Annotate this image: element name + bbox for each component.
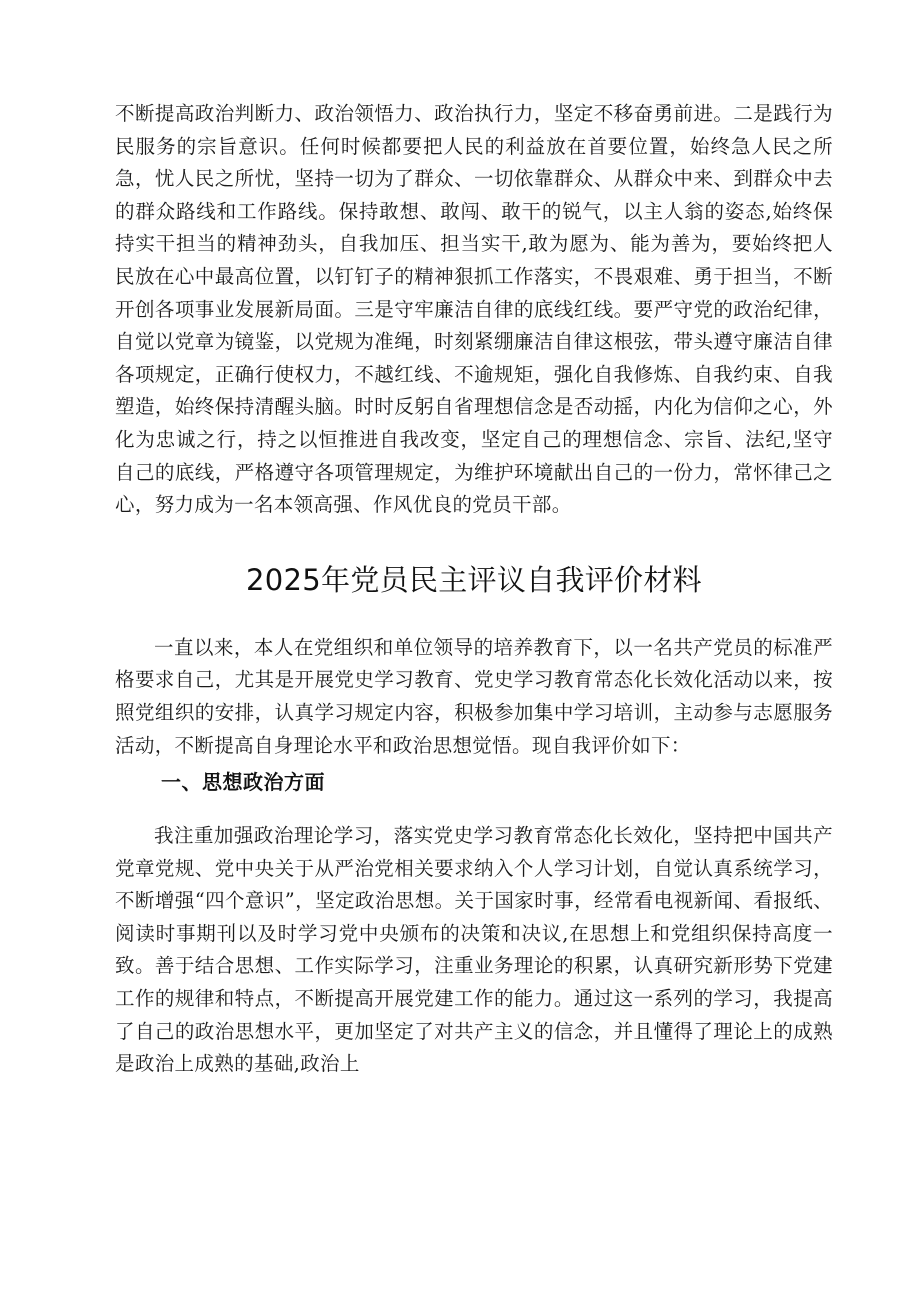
document-page: [115, 98, 833, 1081]
continuation-paragraph: 不断提高政治判断力、政治领悟力、政治执行力，坚定不移奋勇前进。二是践行为民服务的宗旨意识。任何时候都要把人民的利益放在首要位置，始终急人民之所急，忧人民之所忧，坚持一切为了群众、一切依靠群众、从群众中来、到群众中去的群众路线和工作路线。保持敢想、敢闯、敢干的锐气，以主人翁的姿态,始终保持实干担当的精神劲头，自我加压、担当实干,敢为愿为、能为善为，要始终把人民放在心中最高位置，以钉钉子的精神狠抓工作落实，不畏艰难、勇于担当，不断开创各项事业发展新局面。三是守牢廉洁自律的底线红线。要严守党的政治纪律，自觉以党章为镜鉴，以党规为准绳，时刻紧绷廉洁自律这根弦，带头遵守廉洁自律各项规定，正确行使权力，不越红线、不逾规矩，强化自我修炼、自我约束、自我塑造，始终保持清醒头脑。时时反躬自省理想信念是否动摇，内化为信仰之心，外化为忠诚之行，持之以恒推进自我改变，坚定自己的理想信念、宗旨、法纪,坚守自己的底线，严格遵守各项管理规定，为维护环境献出自己的一份力，常怀律己之心，努力成为一名本领高强、作风优良的党员干部。: [115, 102, 833, 517]
section-paragraph-ideology: 我注重加强政治理论学习，落实党史学习教育常态化长效化，坚持把中国共产党章党规、党中央关于从严治党相关要求纳入个人学习计划，自觉认真系统学习，不断增强“四个意识”，坚定政治思想。关于国家时事，经常看电视新闻、看报纸、阅读时事期刊以及时学习党中央颁布的决策和决议,在思想上和党组织保持高度一致。善于结合思想、工作实际学习，注重业务理论的积累，认真研究新形势下党建工作的规律和特点，不断提高开展党建工作的能力。通过这一系列的学习，我提高了自己的政治思想水平，更加坚定了对共产主义的信念，并且懂得了理论上的成熟是政治上成熟的基础,政治上: [115, 824, 833, 1076]
section-heading-ideology: 一、思想政治方面: [161, 770, 325, 795]
document-title: 2025年党员民主评议自我评价材料: [246, 562, 702, 597]
intro-paragraph: 一直以来，本人在党组织和单位领导的培养教育下，以一名共产党员的标准严格要求自己，尤其是开展党史学习教育、党史学习教育常态化长效化活动以来，按照党组织的安排，认真学习规定内容，积极参加集中学习培训，主动参与志愿服务活动，不断提高自身理论水平和政治思想觉悟。现自我评价如下：: [115, 635, 833, 757]
